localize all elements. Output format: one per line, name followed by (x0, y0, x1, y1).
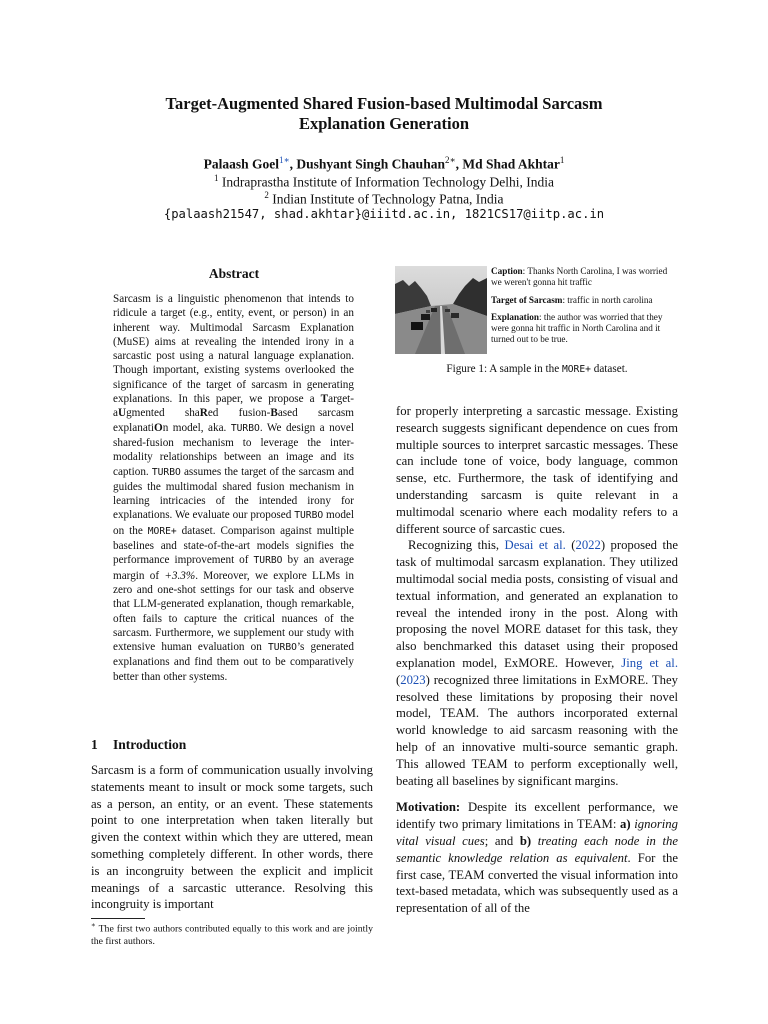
margin-value: +3.3% (164, 569, 196, 582)
abstract-text: ed fusion- (207, 407, 271, 420)
abstract-body (113, 292, 354, 684)
emphasis-text: treating each node in the semantic knowledge relation as equivalent (396, 833, 678, 865)
title-line-1: Target-Augmented Shared Fusion-based Multimodal Sarcasm (165, 94, 603, 113)
paragraph-text: ; and (484, 833, 520, 848)
author-list: Palaash Goel$^{1∗}$, Dushyant Singh Chauhan$^{2∗}$, Md Shad Akhtar$^1$ (203, 155, 565, 172)
paragraph-text: . For the first case, TEAM converted the visual information into text-based metadata, which was subsequently used as a representation of all of the (396, 850, 678, 916)
intro-left-column (91, 762, 373, 913)
abstract-text: . Moreover, we explore LLMs in zero and one-shot settings for our task and observe that LLM-generated explanation, though remarkable, often fails to capture the critical nuances of the sarcasm. Furthermore, we supplement our study with extensive human evaluation on (113, 569, 354, 654)
section-title: Introduction (113, 737, 187, 752)
abstract-text: ’s generated explanations and find them out to be comparatively better than other systems. (113, 641, 354, 683)
acronym-letter: B (270, 407, 278, 420)
paragraph-text: ) proposed the task of multimodal sarcasm explanation. They utilized multimodal social media posts, consisting of visual and textual information, and generated an explanation to reveal the intended irony in the post. Along with proposing the novel MORE dataset for this task, they also benchmarked this dataset using their proposed explanation model, ExMORE. However, (396, 538, 678, 670)
figure-label: Target of Sarcasm (491, 294, 563, 305)
dataset-name: MORE+ (147, 525, 177, 537)
figure-value: : traffic in north carolina (562, 294, 653, 305)
abstract-heading: Abstract (208, 266, 260, 281)
paragraph-text: Recognizing this, (408, 538, 505, 553)
figure-1 (395, 266, 679, 354)
paragraph-text: Despite its excellent performance, we identify two primary limitations in TEAM: (396, 800, 678, 832)
figure-text-panel (491, 266, 677, 352)
intro-paragraph-3 (396, 799, 678, 917)
citation-year-link[interactable]: 2023 (400, 672, 426, 687)
section-heading-introduction (91, 737, 186, 753)
affiliation-text: Indraprastha Institute of Information Technology Delhi, India (221, 174, 554, 190)
figure-value: : Thanks North Carolina, I was worried we weren't gonna hit traffic (491, 266, 668, 288)
author-name: Md Shad Akhtar (462, 156, 560, 172)
author-superscript: 1∗ (279, 155, 290, 165)
author-emails: {palaash21547, shad.akhtar}@iiitd.ac.in, 1821CS17@iitp.ac.in (163, 207, 605, 221)
citation-link[interactable]: Desai et al. (504, 538, 566, 553)
figure-caption-text: dataset. (590, 363, 628, 375)
footnote-mark: ∗ (91, 921, 96, 929)
abstract-text: arget-a (113, 393, 354, 420)
paragraph-text: ( (396, 672, 401, 687)
intro-right-column (396, 403, 678, 917)
paper-title (80, 94, 688, 134)
intro-paragraph-2 (396, 537, 678, 789)
model-name: TURBO (151, 466, 181, 478)
intro-paragraph-1: Sarcasm is a form of communication usually involving statements meant to insult or mock some targets, such as a person, an entity, or an event. These statements point to one interpretation when taken literally but given the context within which they are uttered, mean something completely different. In other words, there is an incongruity between the explicit and implicit meanings of a sarcastic utterance. Resolving this incongruity is important (91, 763, 373, 912)
paragraph-text: ) recognized three limitations in ExMORE. They resolved these limitations by proposing their novel model, TEAM. The authors incorporated external world knowledge to aid sarcasm reasoning with the help of an innovative multi-source semantic graph. This allowed TEAM to perform exceptionally well, beating all baselines by significant margins. (396, 672, 678, 788)
model-name: TURBO (267, 642, 297, 654)
author-superscript: 2∗ (444, 155, 456, 165)
figure-value: : the author was worried that they were gonna hit traffic in North Carolina and it turned out to be true. (491, 311, 663, 345)
figure-label: Caption (491, 266, 523, 276)
intro-paragraph-1-continued: for properly interpreting a sarcastic message. Existing research suggests significant dependence on cues from multiple sources to interpret sarcastic messages. These can include tone of voice, body language, common sense, etc. Furthermore, the task of identifying and understanding sarcasm is quite relevant in a multimodal scenario where each modality refers to a different source of sarcastic cues. (396, 404, 678, 536)
affiliation-2 (80, 190, 688, 208)
model-name: TURBO (294, 510, 324, 522)
figure-1-caption (395, 363, 679, 375)
abstract-text: dataset. Comparison against multiple baselines and state-of-the-art models signifies the performance improvement of (113, 524, 354, 567)
figure-target-entry (491, 295, 677, 306)
title-line-2: Explanation Generation (298, 114, 470, 133)
acronym-letter: T (320, 393, 329, 406)
dataset-name: MORE+ (561, 364, 591, 375)
citation-year-link[interactable]: 2022 (575, 538, 601, 553)
model-name: TURBO (230, 422, 260, 434)
affiliation-number: 2 (264, 190, 269, 200)
author-name: Palaash Goel (203, 156, 279, 172)
abstract-text: Sarcasm is a linguistic phenomenon that intends to ridicule a target (e.g., entity, event, or person) in an inherent way. Multimodal Sarcasm Explanation (MuSE) aims at revealing the intended irony in a sarcastic post using a natural language explanation. Though important, existing systems overlooked the significance of the target of sarcasm in generating explanations. In this paper, we propose a (113, 293, 354, 406)
list-label: a) (620, 817, 631, 832)
acronym-letter: R (199, 407, 208, 420)
citation-link[interactable]: Jing et al. (621, 655, 678, 670)
author-superscript: 1 (559, 155, 565, 165)
figure-caption-text: Figure 1: A sample in the (446, 363, 562, 375)
abstract-text: model on the (113, 509, 354, 537)
footnote (91, 919, 373, 948)
affiliation-number: 1 (214, 173, 219, 183)
emphasis-text: ignoring vital visual cues (396, 817, 678, 848)
abstract-text: by an average margin of (113, 554, 354, 582)
abstract-text: n model, aka. (162, 421, 231, 434)
model-name: TURBO (253, 555, 283, 567)
footnote-text: The first two authors contributed equally to this work and are jointly the first authors. (91, 923, 373, 947)
acronym-letter: U (117, 407, 127, 420)
affiliation-1 (80, 173, 688, 191)
abstract-text: assumes the target of the sarcasm and guides the multimodal shared fusion mechanism in learning intricacies of the intended irony for explanations. We evaluate our proposed (113, 465, 354, 522)
acronym-letter: O (154, 421, 163, 434)
abstract-text: . We design a novel shared-fusion mechanism to leverage the inter-modality relationships between an image and its caption. (113, 421, 354, 478)
abstract-text: ased sarcasm explanati (113, 407, 354, 434)
abstract-text: gmented sha (126, 407, 200, 420)
figure-caption-entry (491, 266, 677, 289)
list-label: b) (519, 833, 532, 848)
author-name: Dushyant Singh Chauhan (296, 156, 445, 172)
traffic-photo (395, 266, 487, 354)
section-number: 1 (91, 737, 98, 752)
paragraph-label: Motivation: (396, 800, 461, 815)
figure-explanation-entry (491, 312, 677, 346)
figure-label: Explanation (491, 311, 539, 322)
paragraph-text: ( (565, 538, 576, 553)
affiliation-text: Indian Institute of Technology Patna, India (272, 191, 504, 207)
